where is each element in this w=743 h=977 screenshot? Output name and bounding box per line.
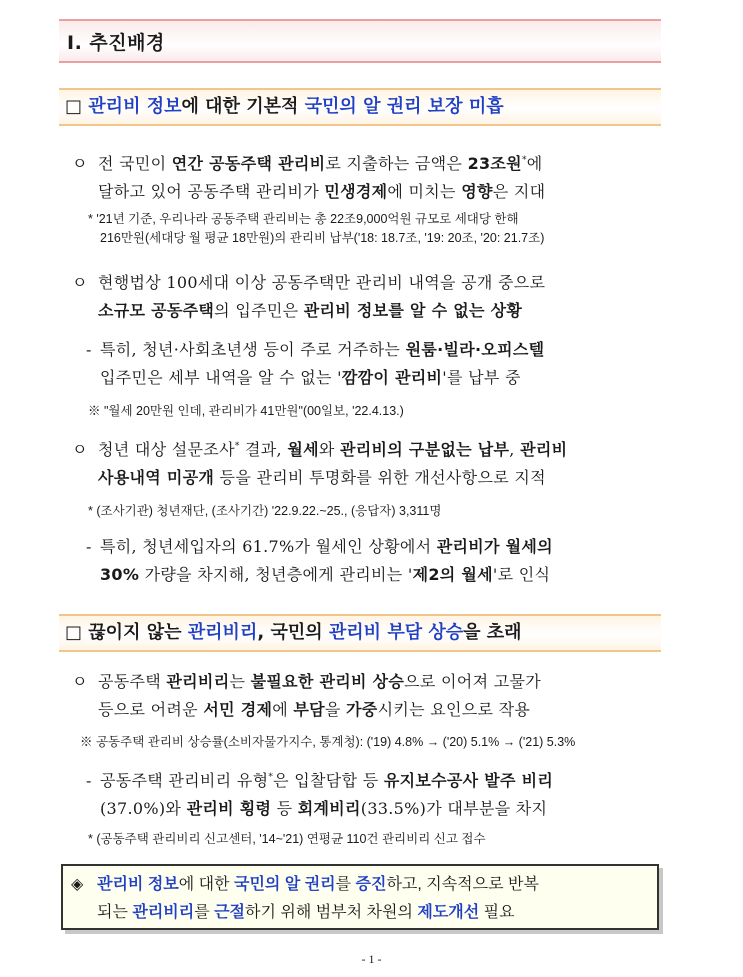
text-run: '로 인식 <box>492 565 551 584</box>
text-run: 필요 <box>479 904 515 921</box>
callout-line2 <box>97 904 515 921</box>
emphasis-text: 근절 <box>214 904 246 921</box>
text-run: 결과, <box>239 440 288 460</box>
heading2-part5: 을 초래 <box>463 622 522 643</box>
text-run: 특히, 청년세입자의 61.7%가 월세인 상황에서 <box>100 537 437 556</box>
dash-2-line2 <box>100 565 550 584</box>
heading1-part2: 에 대한 기본적 <box>181 96 305 117</box>
text-run: (33.5%)가 대부분을 차지 <box>360 799 548 819</box>
dash-3-line2 <box>100 799 547 818</box>
emphasis-text: 관리비 <box>520 440 568 460</box>
emphasis-text: 원룸·빌라·오피스텔 <box>405 340 545 359</box>
checkbox-square-icon: □ <box>65 96 83 117</box>
text-run: 특히, 청년·사회초년생 등이 주로 거주하는 <box>100 340 406 359</box>
note-1 <box>88 210 544 248</box>
page-number: - 1 - <box>361 952 382 966</box>
dash-3-line1 <box>100 771 553 790</box>
bullet-circle-icon: ㅇ <box>72 440 88 460</box>
checkbox-square-icon: □ <box>65 622 83 643</box>
text-run: 시키는 요인으로 작용 <box>377 700 531 719</box>
bullet-1-line2 <box>98 182 545 201</box>
text-run: 등 <box>271 799 298 819</box>
bullet-1-line1 <box>98 154 543 173</box>
note-1-line2: 216만원(세대당 월 평균 18만원)의 관리비 납부('18: 18.7조, '19: 20조, '20: 21.7조) <box>100 231 545 245</box>
emphasis-text: 관리비가 월세의 <box>436 537 553 556</box>
bullet-2-line1: 현행법상 100세대 이상 공동주택만 관리비 내역을 공개 중으로 <box>98 273 546 292</box>
emphasis-text: 가중 <box>346 700 378 719</box>
text-run: 으로 이어져 고물가 <box>404 672 541 691</box>
emphasis-text: 30% <box>100 565 140 584</box>
bullet-4-line2 <box>98 700 530 719</box>
dash-mark: - <box>86 537 92 556</box>
emphasis-text: 영향 <box>461 182 493 202</box>
emphasis-text: 연간 공동주택 관리비 <box>171 154 326 174</box>
text-run: 와 <box>318 440 340 460</box>
heading-corruption <box>59 614 661 652</box>
emphasis-text: 유지보수공사 발주 비리 <box>383 771 554 791</box>
text-run: 되는 <box>97 904 133 921</box>
dash-mark: - <box>86 340 92 359</box>
note-1-line1: * '21년 기준, 우리나라 공동주택 관리비는 총 22조9,000억원 규모로 세대당 한해 <box>88 212 519 226</box>
text-run: 공동주택 관리비리 유형 <box>100 771 269 791</box>
emphasis-text: 23조원 <box>467 154 522 174</box>
emphasis-text: 월세 <box>287 440 319 460</box>
emphasis-text: 관리비 정보 <box>97 876 179 893</box>
emphasis-text: 관리비의 구분없는 납부 <box>339 440 510 460</box>
section-title: Ⅰ. 추진배경 <box>67 32 165 54</box>
heading1-part1: 관리비 정보 <box>88 96 182 117</box>
footnote-marker: * <box>234 442 240 452</box>
text-run: 로 지출하는 금액은 <box>325 154 468 174</box>
text-run: 공동주택 <box>98 672 167 691</box>
heading2-part3: , 국민의 <box>257 622 329 643</box>
text-run: 는 <box>229 672 251 691</box>
dash-1-line2 <box>100 368 521 387</box>
emphasis-text: 서민 경제 <box>203 700 273 719</box>
text-run: 에 <box>272 700 294 719</box>
text-run: '를 납부 중 <box>442 368 521 387</box>
heading2-part2: 관리비리 <box>187 622 258 643</box>
footnote-marker: * <box>268 773 274 783</box>
heading2-part4: 관리비 부담 상승 <box>328 622 464 643</box>
text-run: 은 지대 <box>492 182 546 202</box>
emphasis-text: 불필요한 관리비 상승 <box>250 672 405 691</box>
note-4: ※ 공동주택 관리비 상승률(소비자물가지수, 통계청): ('19) 4.8% → ('20) 5.1% → ('21) 5.3% <box>80 735 576 749</box>
bullet-4 <box>72 668 541 724</box>
emphasis-text: 깜깜이 관리비 <box>341 368 443 387</box>
dash-1-line1 <box>100 340 544 359</box>
diamond-icon: ◈ <box>71 876 84 893</box>
text-run: 전 국민이 <box>98 154 172 174</box>
dash-3 <box>86 764 553 823</box>
note-2: ※ "월세 20만원 인데, 관리비가 41만원"(00일보, '22.4.13.) <box>88 404 404 418</box>
text-run: 입주민은 세부 내역을 알 수 없는 ' <box>100 368 342 387</box>
emphasis-text: 부담 <box>293 700 325 719</box>
text-run: 에 대한 <box>178 876 234 893</box>
note-3: * (조사기관) 청년재단, (조사기간) '22.9.22.~25., (응답자) 3,311명 <box>88 504 442 518</box>
emphasis-text: 증진 <box>355 876 387 893</box>
bullet-2-line2 <box>98 301 522 320</box>
text-run: 를 <box>194 904 215 921</box>
emphasis-text: 국민의 알 권리 <box>234 876 336 893</box>
note-5: * (공동주택 관리비리 신고센터, '14~'21) 연평균 110건 관리비리 신고 접수 <box>88 832 486 846</box>
emphasis-text: 관리비리 <box>166 672 230 691</box>
text-run: 하고, 지속적으로 반복 <box>386 876 539 893</box>
text-run: , <box>509 440 521 460</box>
text-run: 에 <box>526 154 543 174</box>
dash-1 <box>86 336 544 392</box>
text-run: 의 입주민은 <box>214 301 304 320</box>
dash-2 <box>86 533 553 589</box>
emphasis-text: 사용내역 미공개 <box>98 468 215 488</box>
emphasis-text: 관리비리 <box>132 904 195 921</box>
dash-2-line1 <box>100 537 553 556</box>
callout-line1 <box>97 876 539 893</box>
text-run: 을 <box>324 700 347 719</box>
emphasis-text: 관리비 정보를 알 수 없는 상황 <box>303 301 523 320</box>
heading1-part3: 국민의 알 권리 보장 미흡 <box>304 96 504 117</box>
bullet-4-line1 <box>98 672 541 691</box>
text-run: 청년 대상 설문조사 <box>98 440 235 460</box>
text-run: (37.0%)와 <box>100 799 187 819</box>
bullet-3-line1 <box>98 440 567 459</box>
emphasis-text: 관리비 횡령 <box>186 799 272 819</box>
section-title-bar <box>59 19 661 63</box>
dash-mark: - <box>86 771 92 791</box>
text-run: 에 미치는 <box>387 182 462 202</box>
emphasis-text: 제도개선 <box>417 904 480 921</box>
bullet-circle-icon: ㅇ <box>72 273 88 292</box>
heading-info-rights <box>59 88 661 126</box>
emphasis-text: 제2의 월세 <box>412 565 493 584</box>
bullet-1 <box>72 147 545 206</box>
text-run: 를 <box>335 876 356 893</box>
bullet-2 <box>72 269 545 325</box>
emphasis-text: 민생경제 <box>324 182 388 202</box>
summary-callout <box>61 864 659 930</box>
emphasis-text: 소규모 공동주택 <box>98 301 215 320</box>
text-run: 가량을 차지해, 청년층에게 관리비는 ' <box>139 565 413 584</box>
bullet-3-line2 <box>98 468 546 487</box>
text-run: 은 입찰담합 등 <box>273 771 384 791</box>
text-run: 등으로 어려운 <box>98 700 204 719</box>
bullet-circle-icon: ㅇ <box>72 672 88 691</box>
text-run: 달하고 있어 공동주택 관리비가 <box>98 182 325 202</box>
text-run: 하기 위해 범부처 차원의 <box>245 904 418 921</box>
bullet-3 <box>72 433 567 492</box>
heading2-part1: 끊이지 않는 <box>88 622 188 643</box>
bullet-circle-icon: ㅇ <box>72 154 88 174</box>
emphasis-text: 회계비리 <box>297 799 361 819</box>
text-run: 등을 관리비 투명화를 위한 개선사항으로 지적 <box>214 468 546 488</box>
footnote-marker: * <box>521 156 527 166</box>
